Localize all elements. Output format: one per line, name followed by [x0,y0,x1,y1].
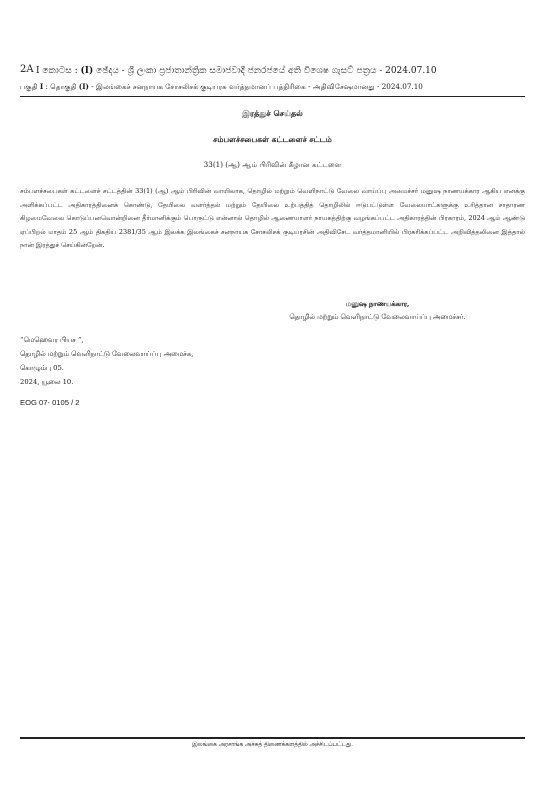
address-line-ministry: தொழில் மற்றும் வெளிநாட்டு வேலைவாய்ப்பு அமைச்சு, [20,350,194,358]
header-tamil-section-label: : தொகுதி [43,82,79,91]
header-tamil-rest: - இலங்கைச் சனநாயக சோசலிசக் குடியரசு வர்த்தமானப் பத்திரிகை - அதிவிசேஷமானது - 2024.07.10 [88,82,423,91]
header-sinhala-rest: ඡේදය - ශ්‍රී ලංකා ප්‍රජාතාන්ත්‍රික සමාජවාදී ජනරජයේ අති විශෙෂ ගැසට් පත්‍රය - 2024.07.10 [93,66,437,76]
header-part-label: I කොටස : [36,66,81,76]
page-number: 2A [20,64,34,75]
reference-number: EOG 07- 0105 / 2 [20,398,80,407]
notice-body: சம்பளச்சபைகள் கட்டளைச் சட்டத்தின் 33(1) (ஆ) ஆம் பிரிவின் வாயிலாக, தொழில் மற்றும் வெளிநாட்டு வேலை வாய்ப்பு அமைச்சர் மனுஷ நாணயக்கார ஆகிய எனக்கு அளிக்கப்பட்ட அதிகாரத்தினைக் கொண்டு, தேயிலை வளர்த்தல் மற்றும் தேயிலை உற்பத்தித் தொழிலில் ஈடுபட்டுள்ள வேலையாட்களுக்கு உரித்தான சாதாரண கிழமைவேலை கொடுப்பனவொன்றினை தீர்மானிக்கும் பொருட்டு என்னால் தொழில் ஆணையாளர் நாயகத்திற்கு வழங்கப்பட்ட அதிகாரத்தின் பிரகாரம், 2024 ஆம் ஆண்டு ஏப்பிறல் மாதம் 25 ஆம் திகதிய 2381/35 ஆம் இலக்க இலங்கைச் சனநாயக சோசலிசக் குடியரசின் அதிவிசேட வர்த்தமானியில் பிரசுரிக்கப்பட்ட அறிவித்தலினை இத்தால் நான் இரத்துச் செய்கின்றேன். [20,187,525,250]
footer-divider [20,737,525,739]
signatory-name: மனுஷ நாணயக்கார, [345,300,410,308]
address-line-date: 2024, யூலை 10. [20,378,74,386]
act-title: சம்பளச்சபைகள் கட்டளைச் சட்டம் [213,135,332,144]
signatory-title: தொழில் மற்றும் வெளிநாட்டு வேலைவாய்ப்பு அமைச்சர். [289,313,466,321]
header-tamil-section-number: (I) [78,82,89,91]
header-tamil-part-label: பகுதி [20,82,40,91]
notice-subtitle: 33(1) (ஆ) ஆம் பிரிவின் கீழான கட்டளை [203,160,342,169]
header-part-number: (I) [80,66,94,76]
notice-heading: இரத்துச் செய்தல் [242,108,303,118]
address-line-building: “மெஹெவர பியச ”, [20,336,84,344]
header-tamil-part-number: I [39,82,44,91]
header-divider [20,96,525,97]
gazette-header-tamil [20,82,525,92]
address-line-city: கொழும்பு 05. [20,364,64,372]
printer-footer: இலங்கை அரசாங்க அச்சுத் திணைக்களத்தில் அச்சிடப்பட்டது. [192,742,353,748]
gazette-header-sinhala [36,66,526,76]
